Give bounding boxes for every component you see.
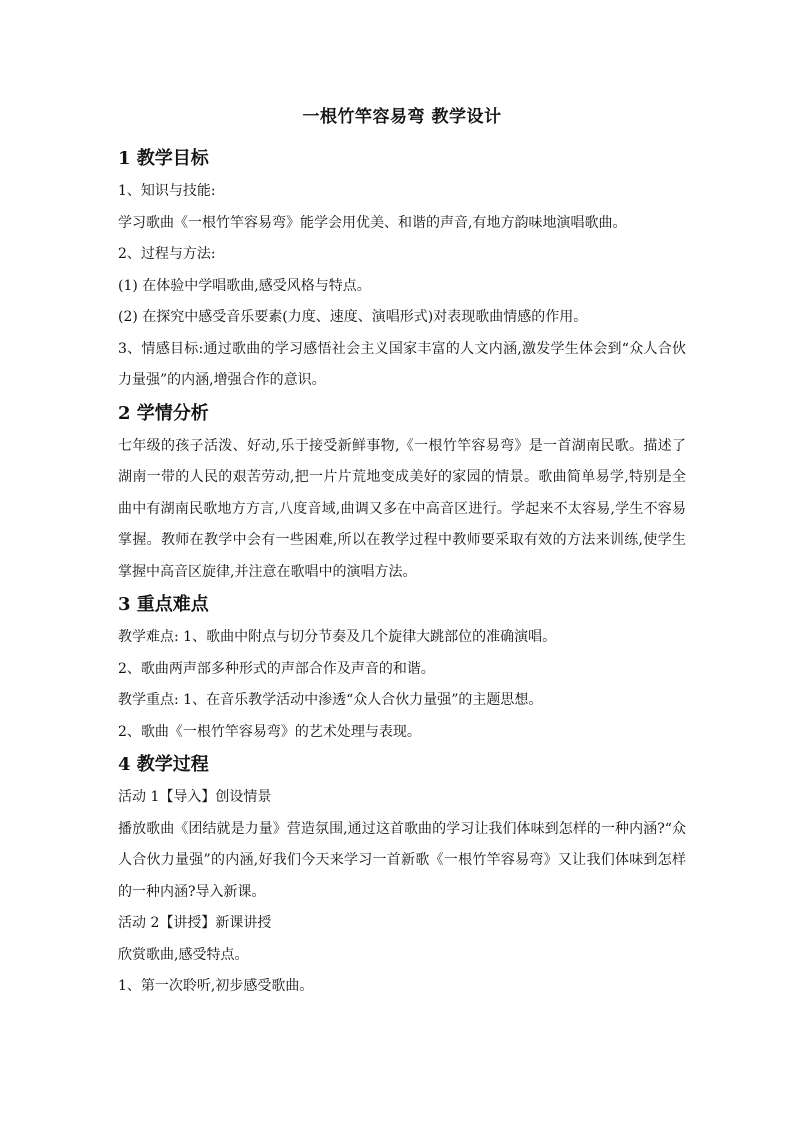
paragraph: 活动 1【导入】创设情景 <box>118 789 272 805</box>
paragraph: 活动 2【讲授】新课讲授 <box>118 915 272 931</box>
document-title: 一根竹竿容易弯 教学设计 <box>302 107 502 127</box>
paragraph: 七年级的孩子活泼、好动,乐于接受新鲜事物,《一根竹竿容易弯》是一首湖南民歌。描述了湖南一带的人民的艰苦劳动,把一片片荒地变成美好的家园的情景。歌曲简单易学,特别是全曲中有湖南民歌地方方言,八度音域,曲调又多在中高音区进行。学起来不太容易,学生不容易掌握。教师在教学中会有一些困难,所以在教学过程中教师要采取有效的方法来训练,使学生掌握中高音区旋律,并注意在歌唱中的演唱方法。 <box>118 437 686 580</box>
section-heading-student-analysis: 2 学情分析 <box>118 402 209 424</box>
document-page <box>118 104 686 1003</box>
section-heading-teaching-process: 4 教学过程 <box>118 754 209 775</box>
paragraph: (2) 在探究中感受音乐要素(力度、速度、演唱形式)对表现歌曲情感的作用。 <box>118 309 588 325</box>
paragraph: 2、歌曲两声部多种形式的声部合作及声音的和谐。 <box>118 660 435 677</box>
paragraph: 教学重点: 1、在音乐教学活动中渗透“众人合伙力量强”的主题思想。 <box>118 692 543 708</box>
paragraph: 2、歌曲《一根竹竿容易弯》的艺术处理与表现。 <box>118 723 421 740</box>
paragraph: 欣赏歌曲,感受特点。 <box>118 946 249 963</box>
paragraph: 教学难点: 1、歌曲中附点与切分节奏及几个旋律大跳部位的准确演唱。 <box>118 629 557 645</box>
paragraph: 播放歌曲《团结就是力量》营造氛围,通过这首歌曲的学习让我们体味到怎样的一种内涵?“众人合伙力量强”的内涵,好我们今天来学习一首新歌《一根竹竿容易弯》又让我们体味到怎样的一种内涵?导入新课。 <box>118 820 686 900</box>
paragraph: (1) 在体验中学唱歌曲,感受风格与特点。 <box>118 277 371 294</box>
paragraph: 1、第一次聆听,初步感受歌曲。 <box>118 978 314 994</box>
paragraph: 学习歌曲《一根竹竿容易弯》能学会用优美、和谐的声音,有地方韵味地演唱歌曲。 <box>118 214 627 231</box>
paragraph: 3、情感目标:通过歌曲的学习感悟社会主义国家丰富的人文内涵,激发学生体会到“众人合伙力量强”的内涵,增强合作的意识。 <box>118 340 686 388</box>
paragraph: 1、知识与技能: <box>118 183 216 199</box>
section-heading-teaching-goals: 1 教学目标 <box>118 148 209 169</box>
paragraph: 2、过程与方法: <box>118 246 216 262</box>
section-heading-key-points: 3 重点难点 <box>118 594 209 615</box>
